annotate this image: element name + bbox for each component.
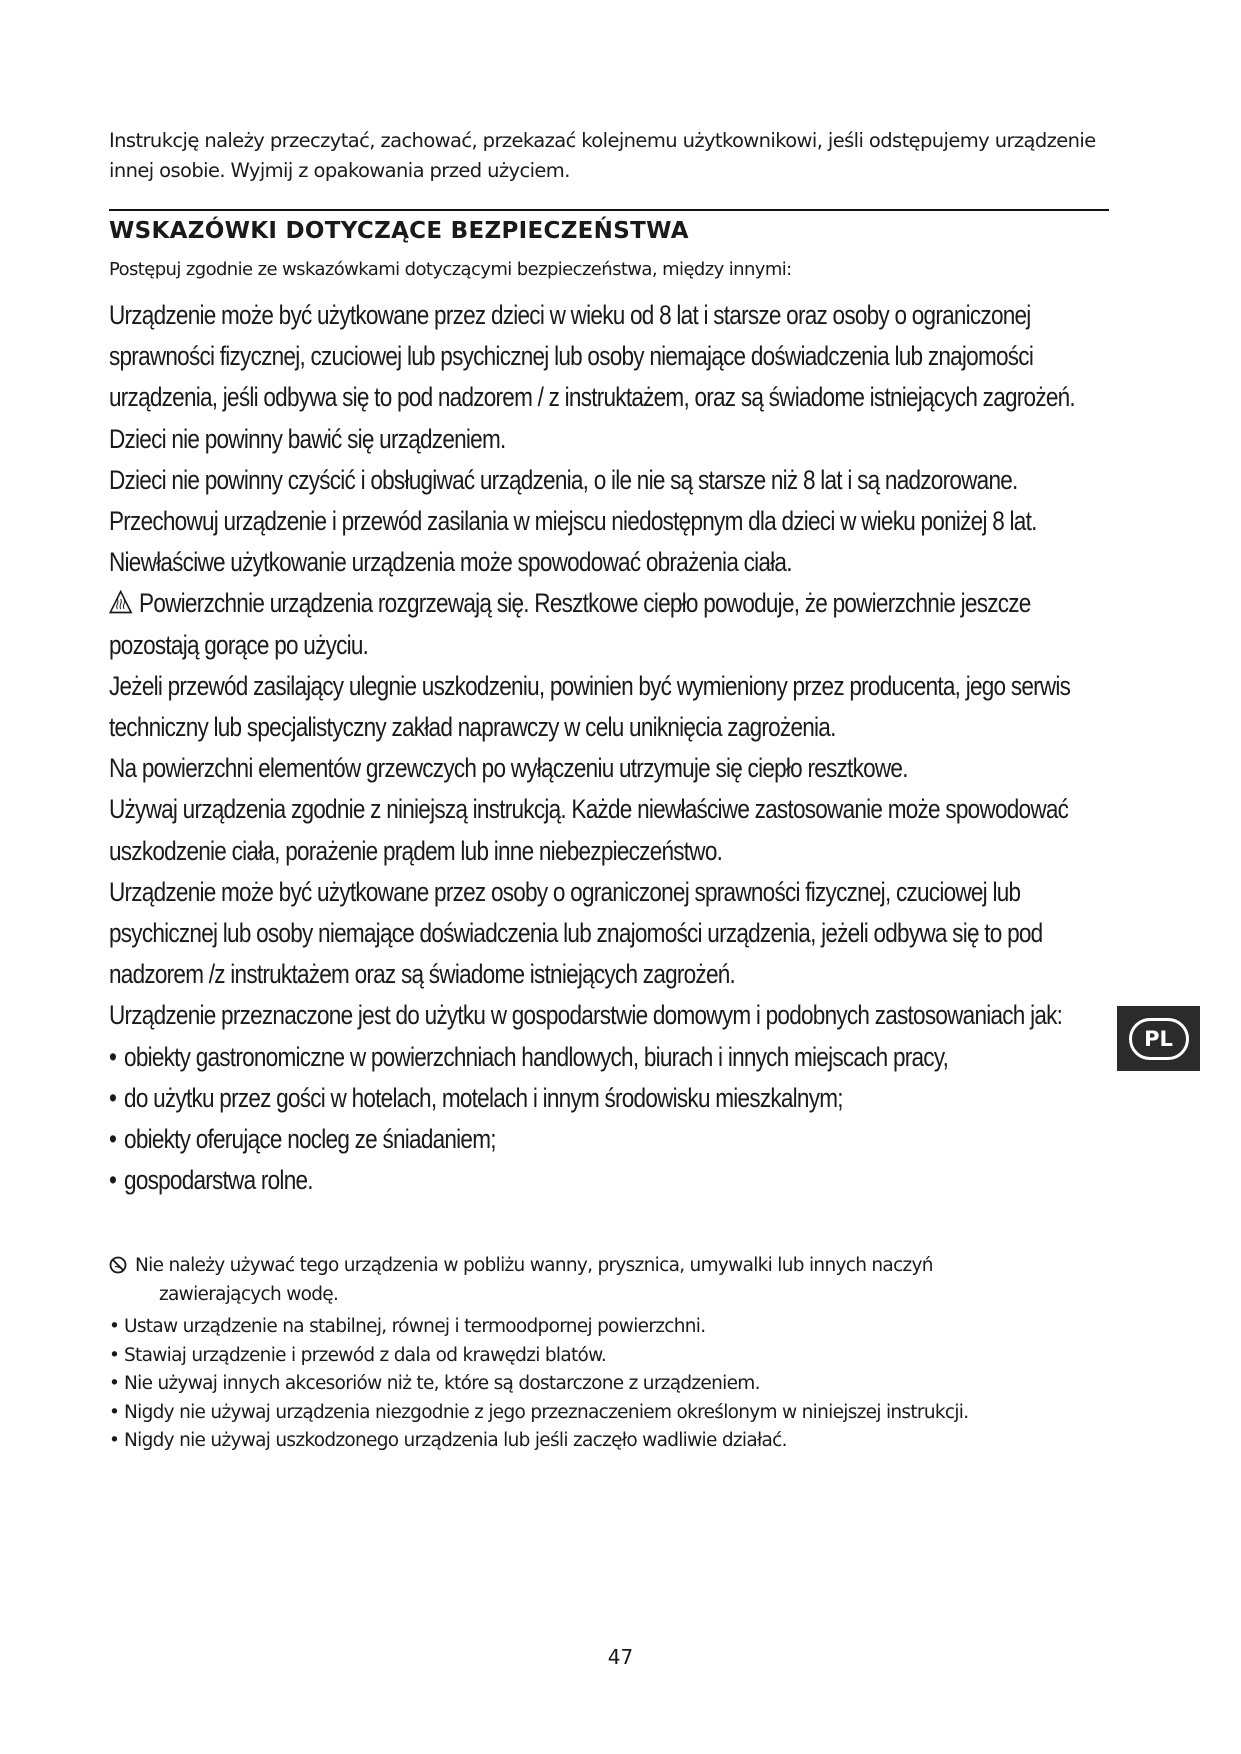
page-number: 47 (607, 1645, 634, 1669)
instruction-paragraph: Przechowuj urządzenie i przewód zasilania w miejscu niedostępnym dla dzieci w wieku poniżej 8 lat. (109, 506, 1037, 537)
additional-instructions (109, 1252, 1129, 1456)
list-item: • obiekty oferujące nocleg ze śniadaniem; (109, 1119, 1111, 1160)
hot-surface-warning-icon (109, 590, 132, 614)
hot-surface-paragraph (109, 583, 1111, 665)
instruction-paragraph: Urządzenie przeznaczone jest do użytku w gospodarstwie domowym i podobnych zastosowaniach jak: (109, 1000, 1063, 1031)
language-tab (1117, 1006, 1200, 1071)
small-bullet-list (109, 1313, 1129, 1456)
instruction-paragraph: Urządzenie może być użytkowane przez osoby o ograniczonej sprawności fizycznej, czuciowej lub psychicznej lub osoby niemające doświadczenia lub znajomości urządzenia, jeżeli odbywa się to pod nadzorem /z instruktażem oraz są świadome istniejących zagrożeń. (109, 876, 1043, 990)
list-item: • gospodarstwa rolne. (109, 1160, 1111, 1201)
instruction-paragraph: Używaj urządzenia zgodnie z niniejszą instrukcją. Każde niewłaściwe zastosowanie może spowodować uszkodzenie ciała, porażenie prądem lub inne niebezpieczeństwo. (109, 794, 1069, 866)
instruction-paragraph: Urządzenie może być użytkowane przez dzieci w wieku od 8 lat i starsze oraz osoby o ograniczonej sprawności fizycznej, czuciowej lub psychicznej lub osoby niemające doświadczenia lub znajomości urządzenia, jeśli odbywa się to pod nadzorem / z instruktażem, oraz są świadome istniejących zagrożeń. (109, 300, 1075, 413)
intro-text: Instrukcję należy przeczytać, zachować, przekazać kolejnemu użytkownikowi, jeśli odstępujemy urządzenie innej osobie. Wyjmij z opakowania przed użyciem. (109, 129, 1096, 182)
list-item: • Stawiaj urządzenie i przewód z dala od krawędzi blatów. (109, 1342, 1129, 1371)
instruction-paragraph: Na powierzchni elementów grzewczych po wyłączeniu utrzymuje się ciepło resztkowe. (109, 753, 908, 784)
section-divider (109, 209, 1109, 211)
hot-surface-text: Powierzchnie urządzenia rozgrzewają się. Resztkowe ciepło powoduje, że powierzchnie jeszcze pozostają gorące po użyciu. (109, 588, 1031, 660)
list-item: • Ustaw urządzenie na stabilnej, równej i termoodpornej powierzchni. (109, 1313, 1129, 1342)
instruction-paragraph: Niewłaściwe użytkowanie urządzenia może spowodować obrażenia ciała. (109, 547, 792, 578)
no-water-prohibition-icon (109, 1256, 127, 1274)
instruction-paragraph: Dzieci nie powinny czyścić i obsługiwać urządzenia, o ile nie są starsze niż 8 lat i są nadzorowane. (109, 464, 1018, 495)
instruction-paragraph: Dzieci nie powinny bawić się urządzeniem. (109, 423, 506, 454)
usage-list (109, 1037, 1111, 1202)
list-item: • do użytku przez gości w hotelach, motelach i innym środowisku mieszkalnym; (109, 1078, 1111, 1119)
safety-instructions (109, 295, 1111, 1201)
list-item: • Nigdy nie używaj uszkodzonego urządzenia lub jeśli zaczęło wadliwie działać. (109, 1427, 1129, 1456)
list-item: • Nigdy nie używaj urządzenia niezgodnie z jego przeznaczeniem określonym w niniejszej instrukcji. (109, 1399, 1129, 1428)
instruction-paragraph: Jeżeli przewód zasilający ulegnie uszkodzeniu, powinien być wymieniony przez producenta, jego serwis techniczny lub specjalistyczny zakład naprawczy w celu uniknięcia zagrożenia. (109, 670, 1071, 743)
section-subheading: Postępuj zgodnie ze wskazówkami dotyczącymi bezpieczeństwa, między innymi: (109, 259, 792, 280)
no-water-line (109, 1252, 1129, 1281)
list-item: • obiekty gastronomiczne w powierzchniach handlowych, biurach i innych miejscach pracy, (109, 1037, 1111, 1078)
list-item: • Nie używaj innych akcesoriów niż te, które są dostarczone z urządzeniem. (109, 1370, 1129, 1399)
no-water-text-continued: zawierających wodę. (159, 1283, 339, 1305)
no-water-text: Nie należy używać tego urządzenia w pobliżu wanny, prysznica, umywalki lub innych naczyń (135, 1255, 933, 1276)
section-heading: WSKAZÓWKI DOTYCZĄCE BEZPIECZEŃSTWA (109, 218, 689, 244)
language-badge: PL (1129, 1018, 1189, 1060)
